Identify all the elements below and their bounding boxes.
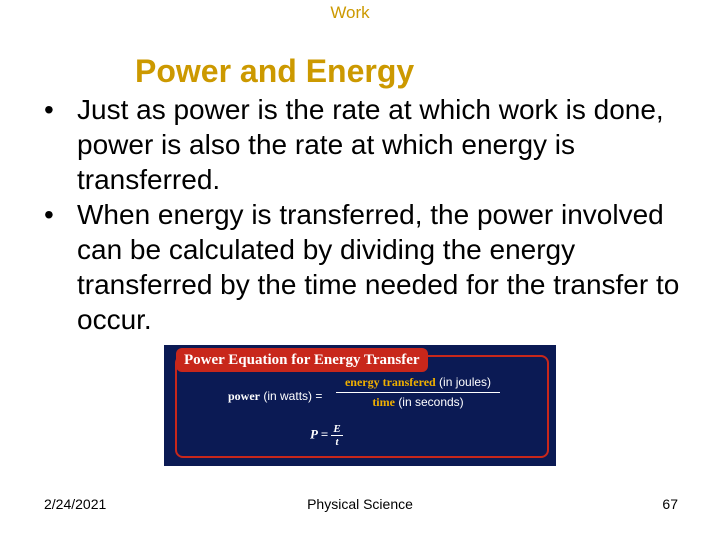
numerator-word: energy transfered — [344, 375, 436, 389]
footer-center: Physical Science — [307, 496, 413, 512]
symbolic-equation — [310, 423, 343, 448]
symbol-denominator: t — [335, 436, 339, 448]
symbol-numerator: E — [333, 423, 341, 435]
equation-denominator — [336, 393, 500, 410]
denominator-word: time — [372, 395, 395, 409]
denominator-unit: (in seconds) — [398, 395, 464, 409]
symbol-lhs: P = — [310, 426, 329, 442]
numerator-unit: (in joules) — [439, 375, 492, 389]
bullet-item — [44, 92, 704, 197]
footer-date: 2/24/2021 — [44, 496, 107, 512]
bullet-item — [44, 197, 704, 337]
lhs-word: power — [228, 389, 260, 403]
bullet-text: When energy is transferred, the power involved can be calculated by dividing the energy transferred by the time needed for the transfer to occur. — [77, 199, 680, 335]
symbol-fraction — [331, 423, 342, 448]
equation-numerator — [336, 375, 500, 393]
bullet-list — [44, 92, 704, 337]
equation-fraction — [336, 375, 500, 410]
bullet-icon: • — [44, 94, 54, 125]
equation-heading: Power Equation for Energy Transfer — [176, 348, 428, 372]
slide-title: Power and Energy — [135, 53, 415, 89]
lhs-unit: (in watts) = — [263, 389, 323, 403]
equation-figure — [164, 345, 556, 466]
bullet-icon: • — [44, 199, 54, 230]
bullet-text: Just as power is the rate at which work is done, power is also the rate at which energy is transferred. — [77, 94, 664, 195]
footer-page-number: 67 — [662, 496, 678, 512]
header-title: Work — [330, 3, 370, 22]
equation-lhs — [228, 389, 322, 404]
